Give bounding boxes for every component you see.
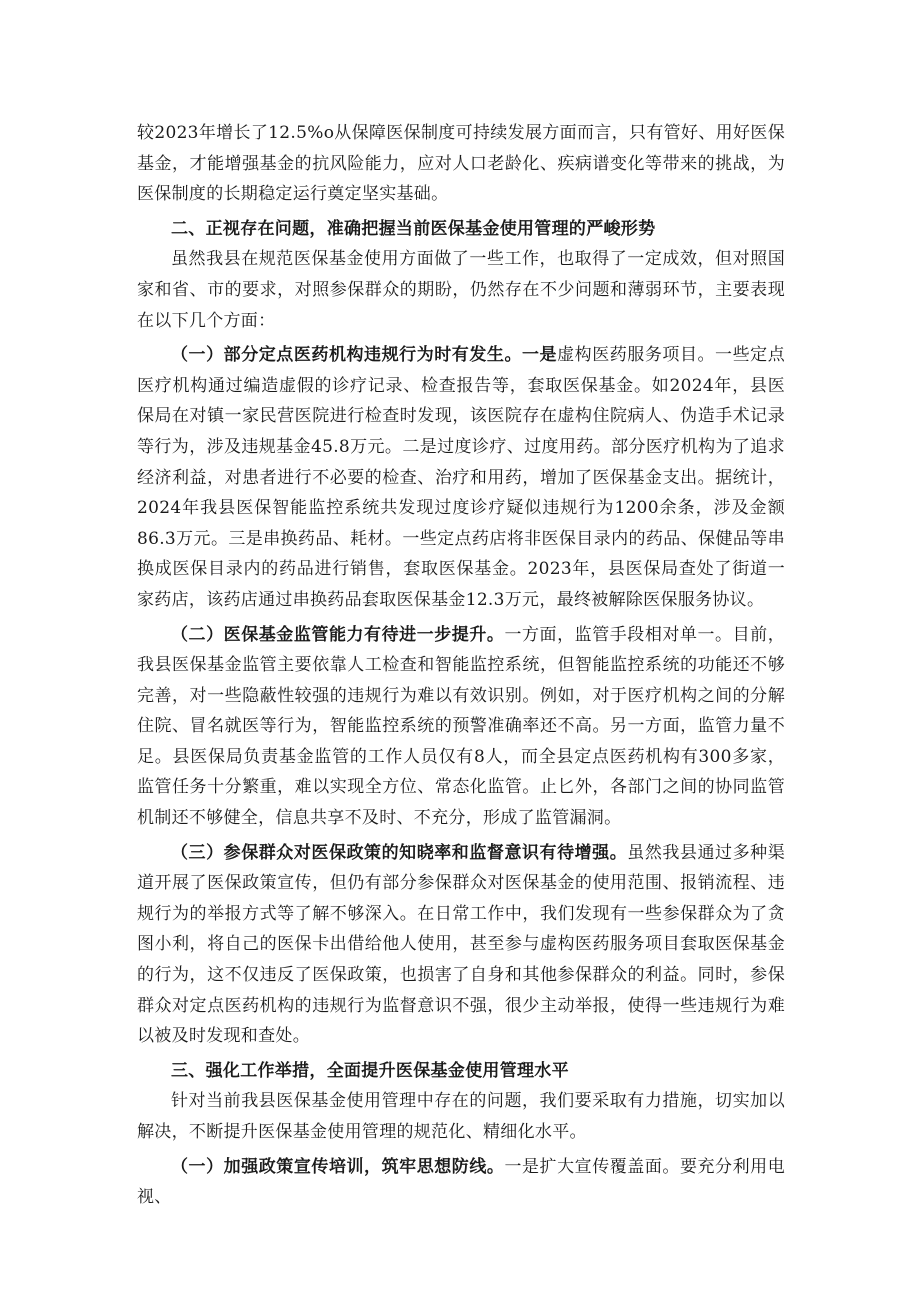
subsection-1-body: 虚构医药服务项目。一些定点医疗机构通过编造虚假的诊疗记录、检查报告等，套取医保基金。如2024年，县医保局在对镇一家民营医院进行检查时发现，该医院存在虚构住院病人、伪造手术记录等行为，涉及违规基金45.8万元。二是过度诊疗、过度用药。部分医疗机构为了追求经济利益，对患者进行不必要的检查、治疗和用药，增加了医保基金支出。据统计，2024年我县医保智能监控系统共发现过度诊疗疑似违规行为1200余条，涉及金额86.3万元。三是串换药品、耗材。一些定点药店将非医保目录内的药品、保健品等串换成医保目录内的药品进行销售，套取医保基金。2023年，县医保局查处了街道一家药店，该药店通过串换药品套取医保基金12.3万元，最终被解除医保服务协议。 — [137, 345, 785, 610]
subsection-4-lead: （一）加强政策宣传培训，筑牢思想防线。 — [171, 1156, 505, 1177]
document-page — [137, 118, 785, 1213]
subsection-2-body: 一方面，监管手段相对单一。目前，我县医保基金监管主要依靠人工检查和智能监控系统，但智能监控系统的功能还不够完善，对一些隐蔽性较强的违规行为难以有效识别。例如，对于医疗机构之间的分解住院、冒名就医等行为，智能监控系统的预警准确率还不高。另一方面，监管力量不足。县医保局负责基金监管的工作人员仅有8人，而全县定点医药机构有300多家，监管任务十分繁重，难以实现全方位、常态化监管。止匕外，各部门之间的协同监管机制还不够健全，信息共享不及时、不充分，形成了监管漏洞。 — [137, 624, 785, 829]
subsection-4-body: 一是扩大宣传覆盖面。要充分利用电视、 — [137, 1156, 785, 1208]
paragraph-problems-intro: 虽然我县在规范医保基金使用方面做了一些工作，也取得了一定成效，但对照国家和省、市的要求，对照参保群众的期盼，仍然存在不少问题和薄弱环节，主要表现在以下几个方面： — [137, 249, 785, 331]
subsection-1 — [137, 340, 785, 615]
section-heading-2: 二、正视存在问题，准确把握当前医保基金使用管理的严峻形势 — [171, 218, 656, 239]
subsection-3-lead: （三）参保群众对医保政策的知晓率和监督意识有待增强。 — [171, 842, 628, 863]
subsection-1-lead: （一）部分定点医药机构违规行为时有发生。一是 — [171, 345, 558, 366]
subsection-2-lead: （二）医保基金监管能力有待进一步提升。 — [171, 624, 505, 645]
paragraph-measures-intro: 针对当前我县医保基金使用管理中存在的问题，我们要采取有力措施，切实加以解决，不断提升医保基金使用管理的规范化、精细化水平。 — [137, 1091, 785, 1142]
subsection-2 — [137, 620, 785, 834]
subsection-3-body: 虽然我县通过多种渠道开展了医保政策宣传，但仍有部分参保群众对医保基金的使用范围、报销流程、违规行为的举报方式等了解不够深入。在日常工作中，我们发现有一些参保群众为了贪图小利，将自己的医保卡出借给他人使用，甚至参与虚构医药服务项目套取医保基金的行为，这不仅违反了医保政策，也损害了自身和其他参保群众的利益。同时，参保群众对定点医药机构的违规行为监督意识不强，很少主动举报，使得一些违规行为难以被及时发现和查处。 — [137, 842, 785, 1047]
subsection-3 — [137, 838, 785, 1052]
paragraph-intro: 较2023年增长了12.5%o从保障医保制度可持续发展方面而言，只有管好、用好医保基金，才能增强基金的抗风险能力，应对人口老龄化、疾病谱变化等带来的挑战，为医保制度的长期稳定运行奠定坚实基础。 — [137, 123, 785, 205]
subsection-4 — [137, 1152, 785, 1213]
section-heading-3: 三、强化工作举措，全面提升医保基金使用管理水平 — [171, 1060, 569, 1081]
